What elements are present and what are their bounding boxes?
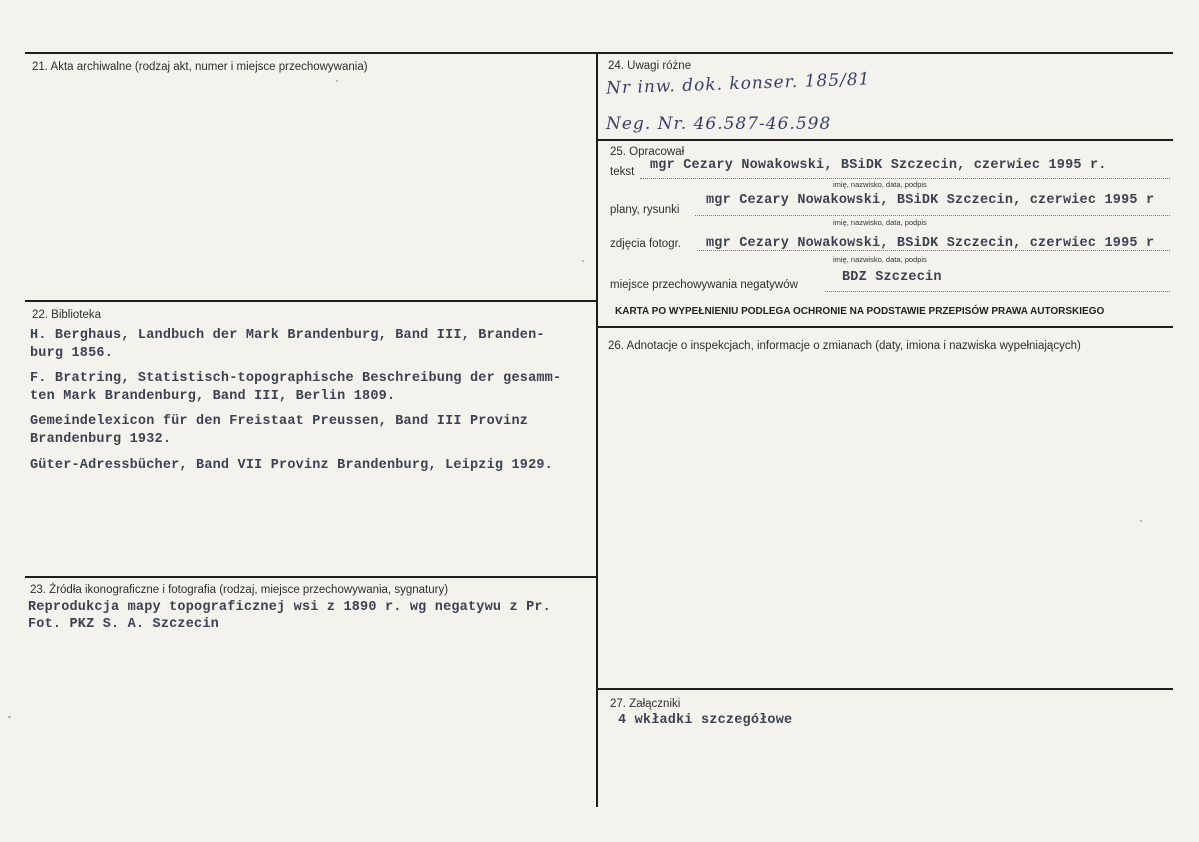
section-24-label: 24. Uwagi różne (608, 60, 692, 72)
plany-value: mgr Cezary Nowakowski, BSiDK Szczecin, czerwiec 1995 r (706, 193, 1155, 208)
zdjecia-sub-note: imię, nazwisko, data, podpis (833, 255, 927, 264)
library-entry-line: Brandenburg 1932. (30, 432, 172, 447)
handwritten-inventory-note: Nr inw. dok. konser. 185/81 (605, 69, 871, 99)
left-divider-21-22 (25, 300, 597, 302)
section-26-label: 26. Adnotacje o inspekcjach, informacje o zmianach (daty, imiona i nazwiska wypełniających) (608, 340, 1081, 352)
section-23-label: 23. Źródła ikonograficzne i fotografia (rodzaj, miejsce przechowywania, sygnatury) (30, 584, 449, 596)
negatywy-label: miejsce przechowywania negatywów (610, 279, 798, 291)
right-divider-24-25 (597, 139, 1173, 141)
top-border-line (25, 52, 1173, 54)
paper-speck (8, 716, 11, 718)
paper-speck (336, 80, 338, 82)
tekst-sub-note: imię, nazwisko, data, podpis (833, 180, 927, 189)
center-divider (596, 52, 598, 807)
negatywy-value: BDZ Szczecin (842, 270, 942, 285)
handwritten-negative-note: Neg. Nr. 46.587-46.598 (606, 114, 832, 134)
paper-speck (1140, 520, 1142, 522)
section-22-label: 22. Biblioteka (32, 309, 102, 321)
iconography-line: Reprodukcja mapy topograficznej wsi z 1890 r. wg negatywu z Pr. (28, 600, 551, 615)
library-entry-line: ten Mark Brandenburg, Band III, Berlin 1809. (30, 389, 396, 404)
tekst-value: mgr Cezary Nowakowski, BSiDK Szczecin, czerwiec 1995 r. (650, 158, 1107, 173)
plany-dotted-line (695, 215, 1170, 216)
library-entry-line: burg 1856. (30, 346, 114, 361)
section-27-label: 27. Załączniki (610, 698, 681, 710)
attachments-value: 4 wkładki szczegółowe (618, 713, 793, 728)
copyright-notice: KARTA PO WYPEŁNIENIU PODLEGA OCHRONIE NA PODSTAWIE PRZEPISÓW PRAWA AUTORSKIEGO (615, 306, 1105, 317)
zdjecia-label: zdjęcia fotogr. (610, 238, 681, 250)
negatywy-dotted-line (825, 291, 1170, 292)
right-divider-26-27 (597, 688, 1173, 690)
paper-speck (582, 260, 584, 262)
section-21-label: 21. Akta archiwalne (rodzaj akt, numer i miejsce przechowywania) (32, 61, 368, 73)
right-divider-25-26 (597, 326, 1173, 328)
library-entry-line: H. Berghaus, Landbuch der Mark Brandenburg, Band III, Branden- (30, 328, 545, 343)
left-divider-22-23 (25, 576, 597, 578)
plany-label: plany, rysunki (610, 204, 680, 216)
library-entry-line: Güter-Adressbücher, Band VII Provinz Brandenburg, Leipzig 1929. (30, 458, 553, 473)
iconography-line: Fot. PKZ S. A. Szczecin (28, 617, 219, 632)
section-25-label: 25. Opracował (610, 146, 685, 158)
plany-sub-note: imię, nazwisko, data, podpis (833, 218, 927, 227)
tekst-label: tekst (610, 166, 635, 178)
library-entry-line: Gemeindelexicon für den Freistaat Preussen, Band III Provinz (30, 414, 529, 429)
library-entry-line: F. Bratring, Statistisch-topographische Beschreibung der gesamm- (30, 371, 562, 386)
tekst-dotted-line (640, 178, 1170, 179)
zdjecia-value: mgr Cezary Nowakowski, BSiDK Szczecin, czerwiec 1995 r (706, 236, 1155, 251)
